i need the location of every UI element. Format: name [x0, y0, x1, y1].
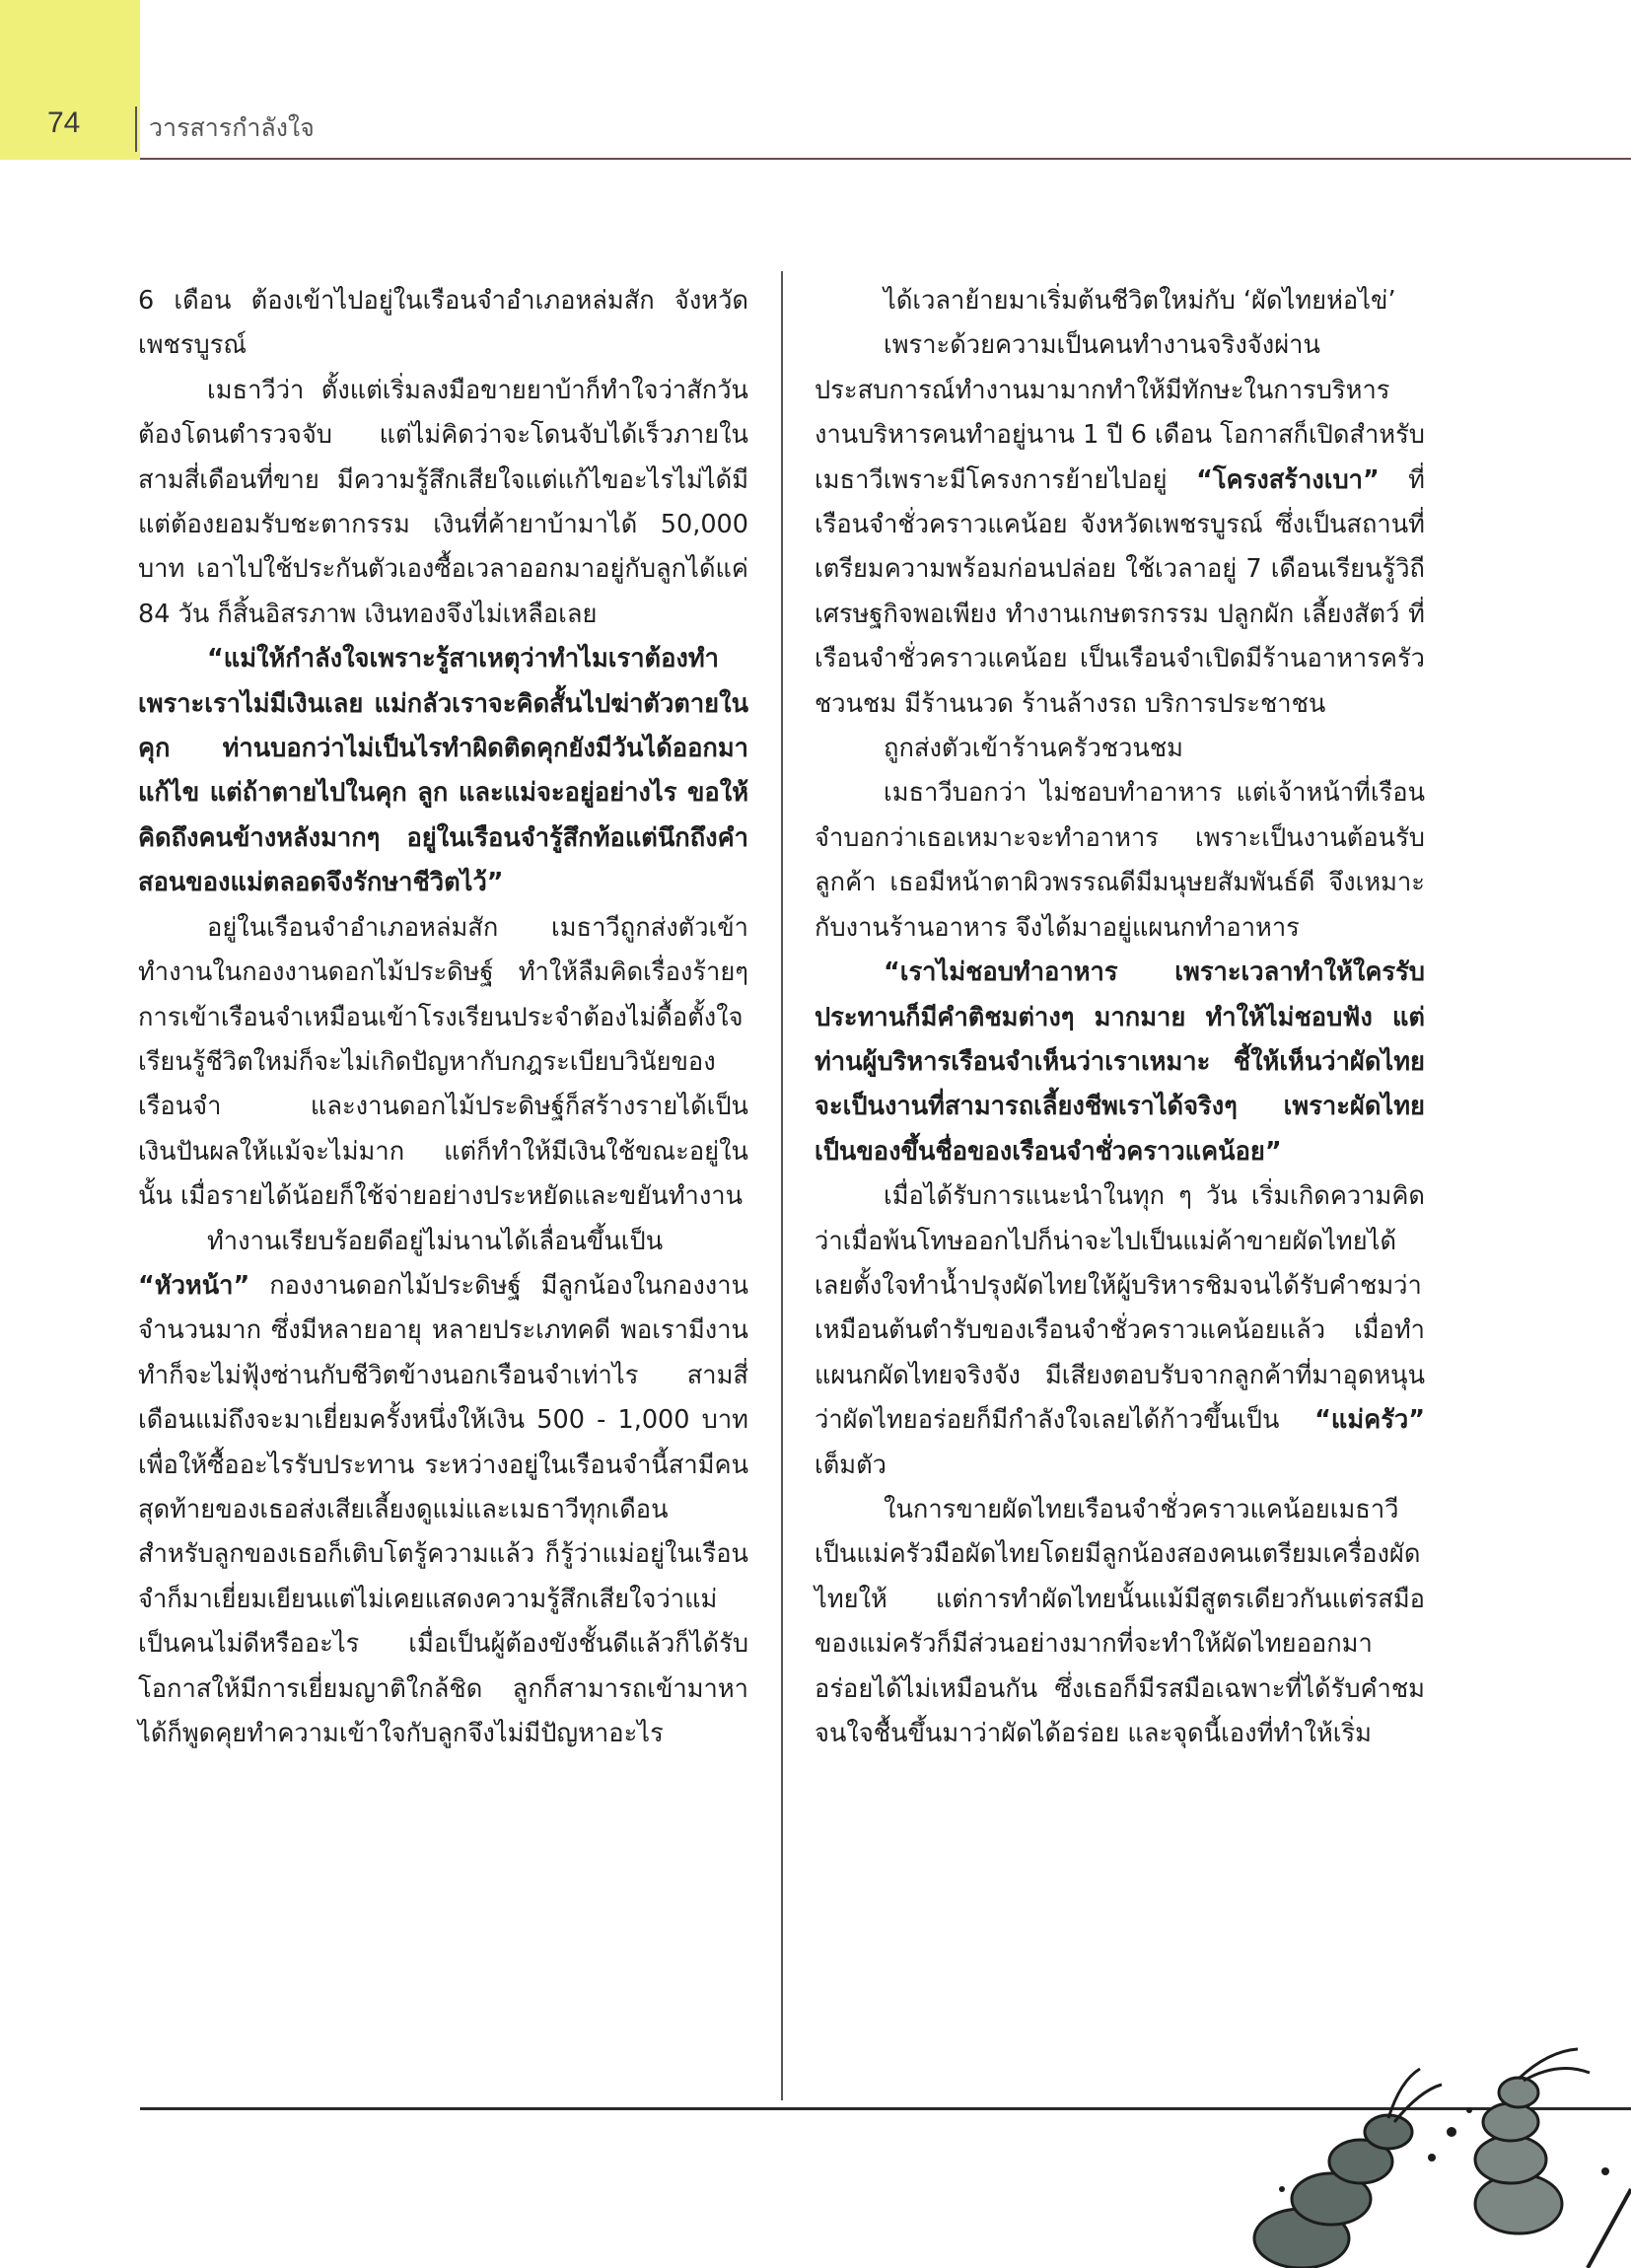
paragraph: เมธาวีบอกว่า ไม่ชอบทำอาหาร แต่เจ้าหน้าที่เรือนจำบอกว่าเธอเหมาะจะทำอาหาร เพราะเป็นงานต้อนรับลูกค้า เธอมีหน้าตาผิวพรรณดีมีมนุษยสัมพันธ์ดี จึงเหมาะกับงานร้านอาหาร จึงได้มาอยู่แผนกทำอาหาร — [815, 778, 1425, 943]
emphasis-text: “หัวหน้า” — [138, 1270, 250, 1301]
chopstick — [1588, 2189, 1631, 2268]
paragraph-text: ที่เรือนจำชั่วคราวแคน้อย จังหวัดเพชรบูรณ์ ซึ่งเป็นสถานที่เตรียมความพร้อมก่อนปล่อย ใช้เวลาอยู่ 7 เดือนเรียนรู้วิถีเศรษฐกิจพอเพียง ทำงานเกษตรกรรม ปลูกผัก เลี้ยงสัตว์ ที่เรือนจำชั่วคราวแคน้อย เป็นเรือนจำเปิดมีร้านอาหารครัวชวนชม มีร้านนวด ร้านล้างรถ บริการประชาชน — [815, 464, 1425, 719]
paragraph: 6 เดือน ต้องเข้าไปอยู่ในเรือนจำอำเภอหล่มสัก จังหวัดเพชรบูรณ์ — [138, 286, 748, 361]
paragraph-text: เมื่อได้รับการแนะนำในทุก ๆ วัน เริ่มเกิดความคิดว่าเมื่อพ้นโทษออกไปก็น่าจะไปเป็นแม่ค้าขายผัดไทยได้ เลยตั้งใจทำน้ำปรุงผัดไทยให้ผู้บริหารชิมจนได้รับคำชมว่าเหมือนต้นตำรับของเรือนจำชั่วคราวแคน้อยแล้ว เมื่อทำแผนกผัดไทยจริงจัง มีเสียงตอบรับจากลูกค้าที่มาอุดหนุนว่าผัดไทยอร่อยก็มีกำลังใจเลยได้ก้าวขึ้นเป็น — [815, 1181, 1425, 1436]
paragraph: ถูกส่งตัวเข้าร้านครัวชวนชม — [884, 734, 1183, 764]
paragraph — [138, 1220, 748, 1757]
paragraph-text: เต็มตัว — [815, 1450, 886, 1480]
paragraph — [815, 1174, 1425, 1488]
left-column — [138, 279, 748, 1756]
paragraph: ได้เวลาย้ายมาเริ่มต้นชีวิตใหม่กับ ‘ผัดไทยห่อไข่’ — [884, 286, 1396, 316]
shrimp-right — [1475, 2078, 1562, 2233]
paragraph: เมธาวีว่า ตั้งแต่เริ่มลงมือขายยาบ้าก็ทำใจว่าสักวันต้องโดนตำรวจจับ แต่ไม่คิดว่าจะโดนจับได้เร็วภายในสามสี่เดือนที่ขาย มีความรู้สึกเสียใจแต่แก้ไขอะไรไม่ได้มีแต่ต้องยอมรับชะตากรรม เงินที่ค้ายาบ้ามาได้ 50,000 บาท เอาไปใช้ประกันตัวเองซื้อเวลาออกมาอยู่กับลูกได้แค่ 84 วัน ก็สิ้นอิสรภาพ เงินทองจึงไม่เหลือเลย — [138, 375, 748, 629]
page-number: 74 — [47, 106, 81, 139]
shrimp-left — [1254, 2115, 1412, 2268]
header-rule — [140, 158, 1631, 160]
paragraph: “เราไม่ชอบทำอาหาร เพราะเวลาทำให้ใครรับประทานก็มีคำติชมต่างๆ มากมาย ทำให้ไม่ชอบฟัง แต่ท่านผู้บริหารเรือนจำเห็นว่าเราเหมาะ ชี้ให้เห็นว่าผัดไทยจะเป็นงานที่สามารถเลี้ยงชีพเราได้จริงๆ เพราะผัดไทยเป็นของขึ้นชื่อของเรือนจำชั่วคราวแคน้อย” — [815, 957, 1425, 1167]
magazine-title: วารสารกำลังใจ — [149, 113, 315, 142]
paragraph — [815, 323, 1425, 727]
paragraph-text: ทำงานเรียบร้อยดีอยู่ไม่นานได้เลื่อนขึ้นเป็น — [207, 1226, 664, 1256]
paragraph: ในการขายผัดไทยเรือนจำชั่วคราวแคน้อยเมธาวีเป็นแม่ครัวมือผัดไทยโดยมีลูกน้องสองคนเตรียมเครื่องผัดไทยให้ แต่การทำผัดไทยนั้นแม้มีสูตรเดียวกันแต่รสมือของแม่ครัวก็มีส่วนอย่างมากที่จะทำให้ผัดไทยออกมาอร่อยได้ไม่เหมือนกัน ซึ่งเธอก็มีรสมือเฉพาะที่ได้รับคำชมจนใจชื้นขึ้นมาว่าผัดได้อร่อย และจุดนี้เองที่ทำให้เริ่ม — [815, 1494, 1425, 1748]
shrimp-illustration — [1223, 2041, 1631, 2268]
right-column — [815, 279, 1425, 1756]
paragraph: “แม่ให้กำลังใจเพราะรู้สาเหตุว่าทำไมเราต้องทำ เพราะเราไม่มีเงินเลย แม่กลัวเราจะคิดสั้นไปฆ่าตัวตายในคุก ท่านบอกว่าไม่เป็นไรทำผิดติดคุกยังมีวันได้ออกมาแก้ไข แต่ถ้าตายไปในคุก ลูก และแม่จะอยู่อย่างไร ขอให้คิดถึงคนข้างหลังมากๆ อยู่ในเรือนจำรู้สึกท้อแต่นึกถึงคำสอนของแม่ตลอดจึงรักษาชีวิตไว้” — [138, 644, 748, 898]
column-divider — [781, 271, 783, 2100]
paragraph: อยู่ในเรือนจำอำเภอหล่มสัก เมธาวีถูกส่งตัวเข้าทำงานในกองงานดอกไม้ประดิษฐ์ ทำให้ลืมคิดเรื่องร้ายๆ การเข้าเรือนจำเหมือนเข้าโรงเรียนประจำต้องไม่ดื้อตั้งใจเรียนรู้ชีวิตใหม่ก็จะไม่เกิดปัญหากับกฎระเบียบวินัยของเรือนจำ และงานดอกไม้ประดิษฐ์ก็สร้างรายได้เป็นเงินปันผลให้แม้จะไม่มาก แต่ก็ทำให้มีเงินใช้ขณะอยู่ในนั้น เมื่อรายได้น้อยก็ใช้จ่ายอย่างประหยัดและขยันทำงาน — [138, 912, 748, 1212]
paragraph-text: เพราะด้วยความเป็นคนทำงานจริงจังผ่านประสบการณ์ทำงานมามากทำให้มีทักษะในการบริหารงานบริหารคนทำอยู่นาน 1 ปี 6 เดือน โอกาสก็เปิดสำหรับเมธาวีเพราะมีโครงการย้ายไปอยู่ — [815, 330, 1425, 495]
header-separator — [135, 106, 137, 152]
paragraph-text: กองงานดอกไม้ประดิษฐ์ มีลูกน้องในกองงานจำนวนมาก ซึ่งมีหลายอายุ หลายประเภทคดี พอเรามีงานทำก็จะไม่ฟุ้งซ่านกับชีวิตข้างนอกเรือนจำเท่าไร สามสี่เดือนแม่ถึงจะมาเยี่ยมครั้งหนึ่งให้เงิน 500 - 1,000 บาท เพื่อให้ซื้ออะไรรับประทาน ระหว่างอยู่ในเรือนจำนี้สามีคนสุดท้ายของเธอส่งเสียเลี้ยงดูแม่และเมธาวีทุกเดือน สำหรับลูกของเธอก็เติบโตรู้ความแล้ว ก็รู้ว่าแม่อยู่ในเรือนจำก็มาเยี่ยมเยียนแต่ไม่เคยแสดงความรู้สึกเสียใจว่าแม่เป็นคนไม่ดีหรืออะไร เมื่อเป็นผู้ต้องขังชั้นดีแล้วก็ได้รับโอกาสให้มีการเยี่ยมญาติใกล้ชิด ลูกก็สามารถเข้ามาหาได้ก็พูดคุยทำความเข้าใจกับลูกจึงไม่มีปัญหาอะไร — [138, 1270, 748, 1748]
emphasis-text: “แม่ครัว” — [1314, 1405, 1425, 1436]
emphasis-text: “โครงสร้างเบา” — [1196, 464, 1380, 495]
